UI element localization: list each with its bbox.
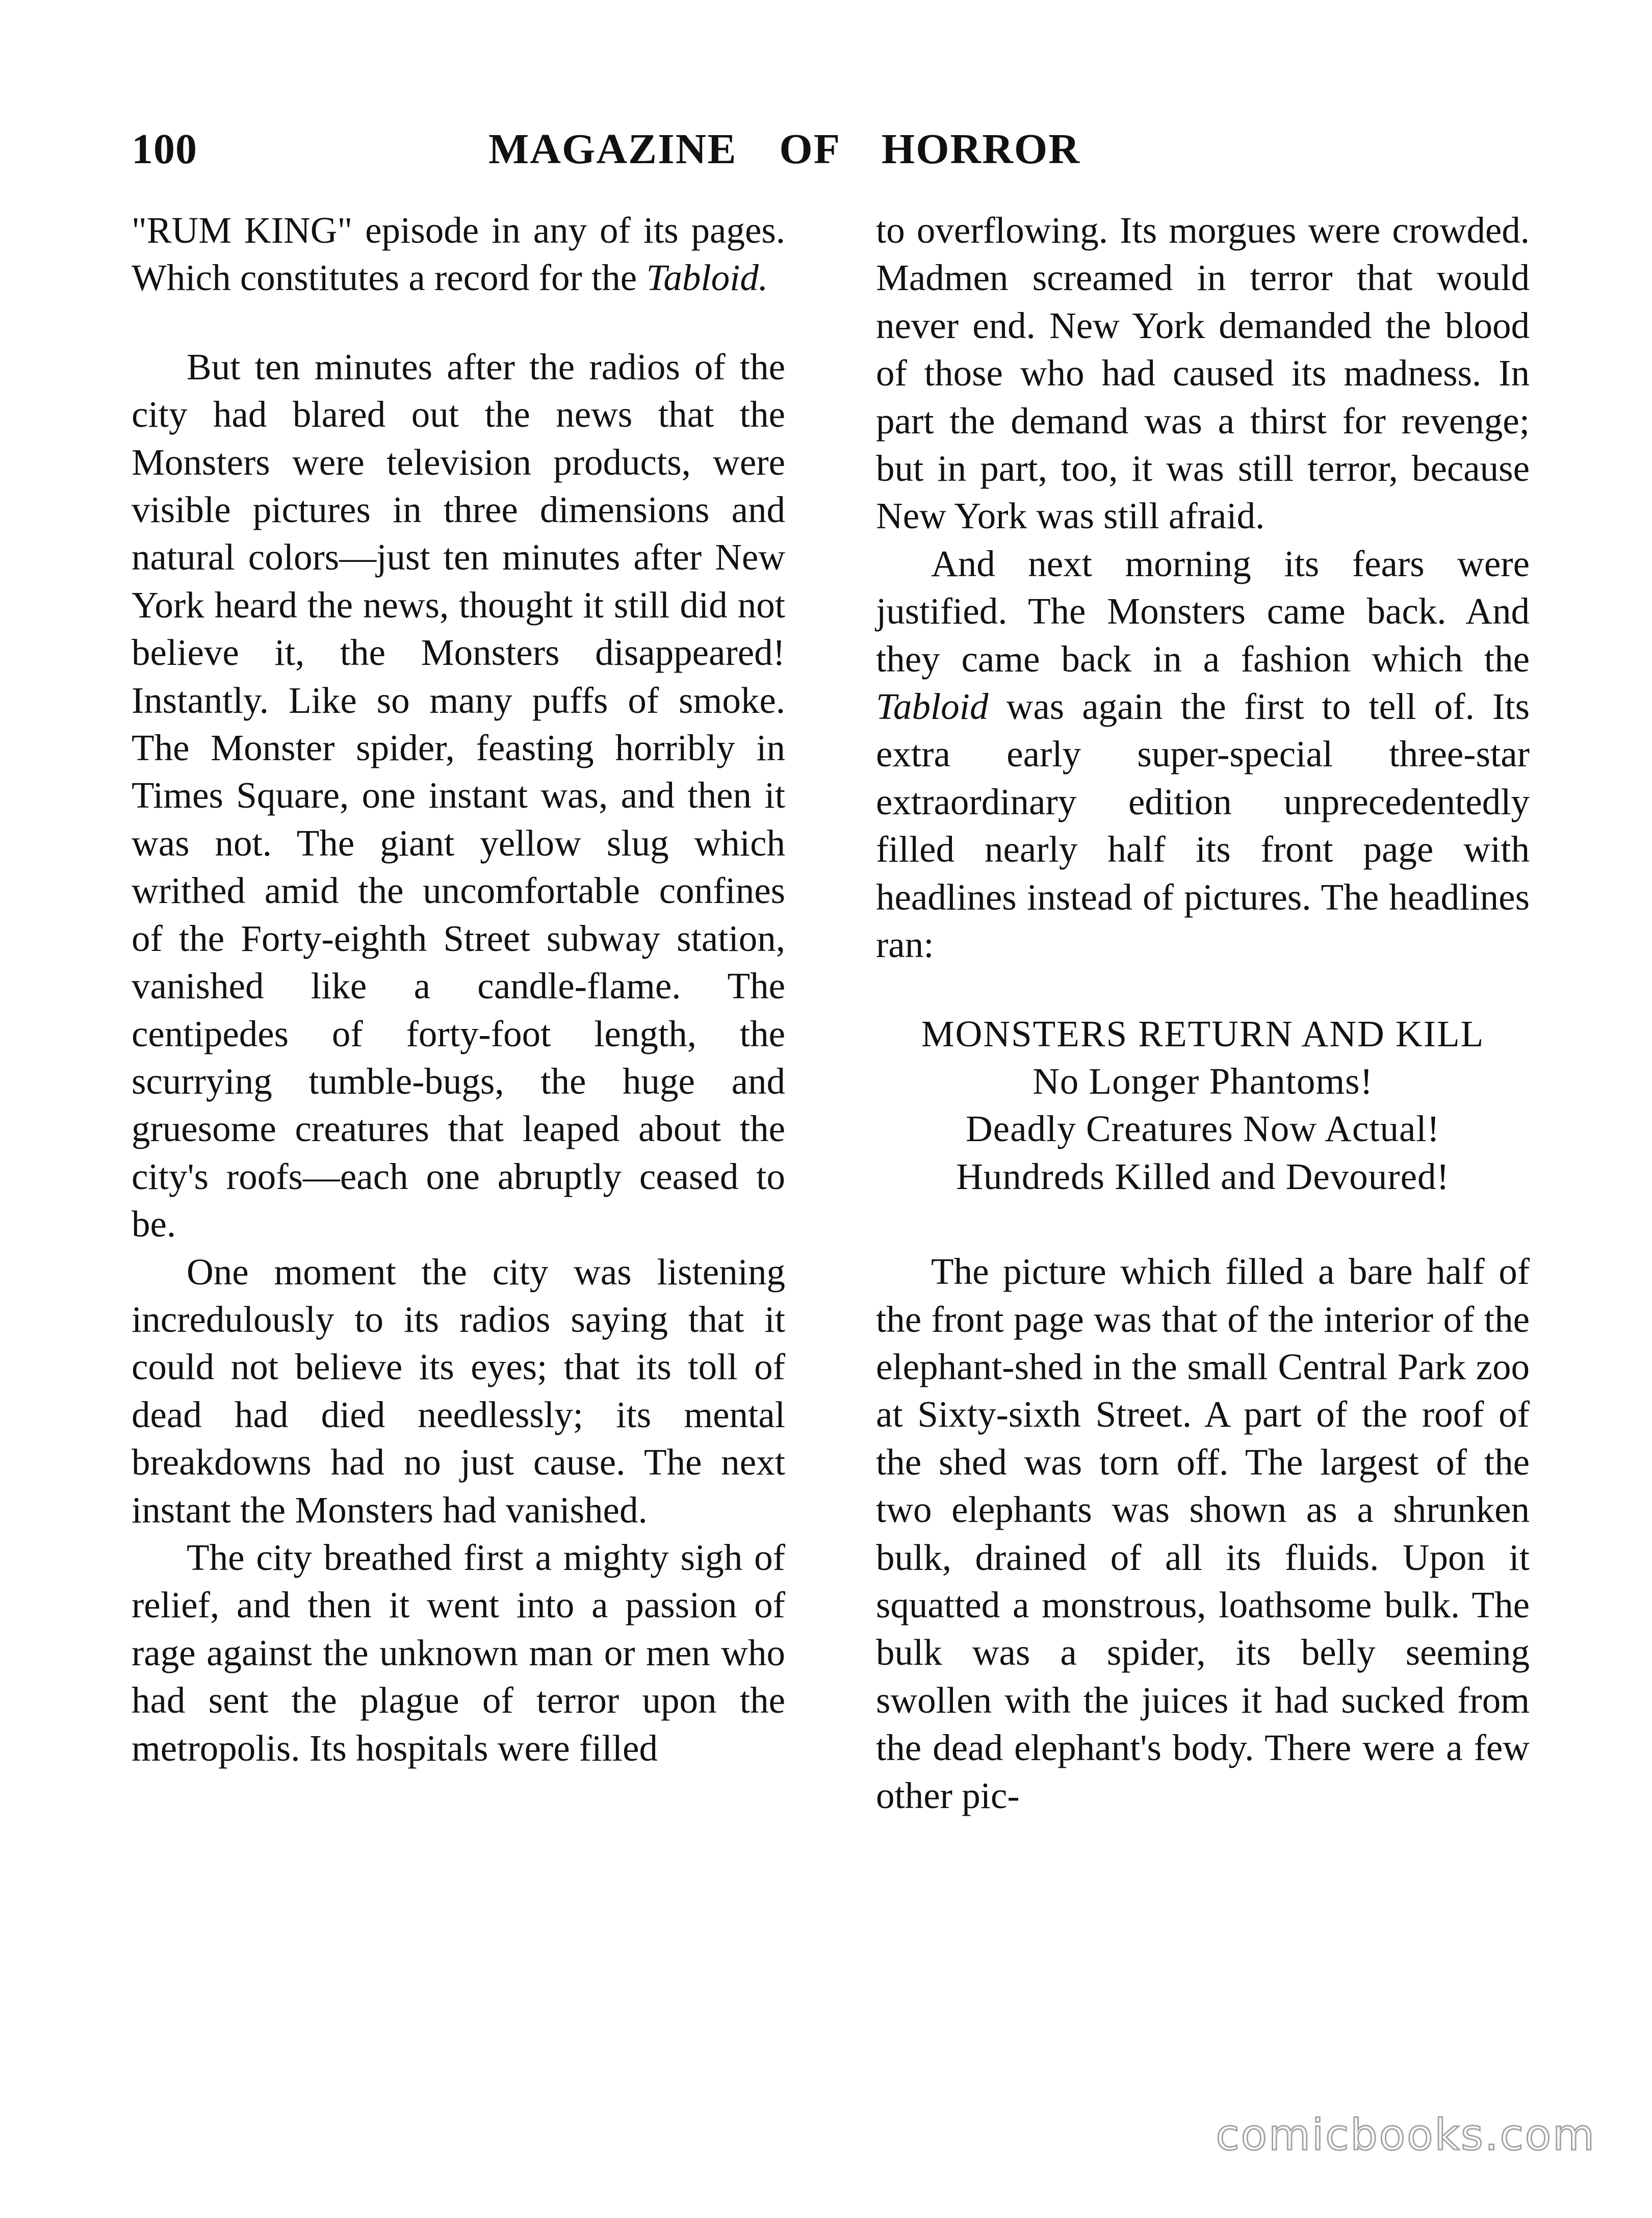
left-column — [132, 207, 785, 1772]
paragraph-text: was again the first to tell of. Its extra early super-special three-star extraordinary edition unprecedentedly filled nearly half its front page with headlines instead of pictures. The headlines ran: — [876, 686, 1530, 966]
paragraph-text: And next morning its fears were justified. The Monsters came back. And they came back in a fashion which the — [876, 543, 1530, 680]
paragraph: The city breathed first a mighty sigh of relief, and then it went into a passion of rage against the unknown man or men who had sent the plague of terror upon the metropolis. Its hospitals were filled — [132, 1536, 785, 1769]
italic-text: Tabloid. — [646, 257, 768, 299]
paragraph — [876, 540, 1530, 969]
paragraph: The picture which filled a bare half of the front page was that of the interior of the elephant-shed in the small Central Park zoo at Sixty-sixth Street. A part of the roof of the shed was torn off. The largest of the two elephants was shown as a shrunken bulk, drained of all its fluids. Upon it squatted a monstrous, loathsome bulk. The bulk was a spider, its belly seeming swollen with the juices it had sucked from the dead elephant's body. There were a few other pic- — [876, 1251, 1530, 1816]
headline-sub: Deadly Creatures Now Actual! — [965, 1108, 1440, 1150]
headline-main: MONSTERS RETURN AND KILL — [921, 1013, 1485, 1054]
right-column — [876, 207, 1530, 1819]
paragraph: One moment the city was listening incredulously to its radios saying that it could not believe its eyes; that its toll of dead had died needlessly; its mental breakdowns had no just cause. The next instant the Monsters had vanished. — [132, 1251, 785, 1531]
paragraph — [132, 207, 785, 302]
page-header — [132, 121, 1156, 177]
paragraph-text: "RUM KING" episode in any of its pages. Which constitutes a record for the — [132, 210, 785, 299]
newspaper-headlines — [876, 1010, 1530, 1201]
running-title: MAGAZINE OF HORROR — [488, 125, 1080, 173]
watermark: comicbooks.com — [1216, 2110, 1596, 2160]
page-number: 100 — [132, 125, 197, 173]
italic-text: Tabloid — [876, 686, 989, 728]
headline-sub: No Longer Phantoms! — [1032, 1060, 1373, 1102]
paragraph: to overflowing. Its morgues were crowded. Madmen screamed in terror that would never end. New York demanded the blood of those who had caused its madness. In part the demand was a thirst for revenge; but in part, too, it was still terror, because New York was still afraid. — [876, 210, 1530, 537]
paragraph: But ten minutes after the radios of the city had blared out the news that the Monsters were television products, were visible pictures in three dimensions and natural colors—just ten minutes after New York heard the news, thought it still did not believe it, the Monsters disappeared! Instantly. Like so many puffs of smoke. The Monster spider, feasting horribly in Times Square, one instant was, and then it was not. The giant yellow slug which writhed amid the uncomfortable confines of the Forty-eighth Street subway station, vanished like a candle-flame. The centipedes of forty-foot length, the scurrying tumble-bugs, the huge and gruesome creatures that leaped about the city's roofs—each one abruptly ceased to be. — [132, 346, 785, 1245]
headline-sub: Hundreds Killed and Devoured! — [956, 1155, 1450, 1197]
